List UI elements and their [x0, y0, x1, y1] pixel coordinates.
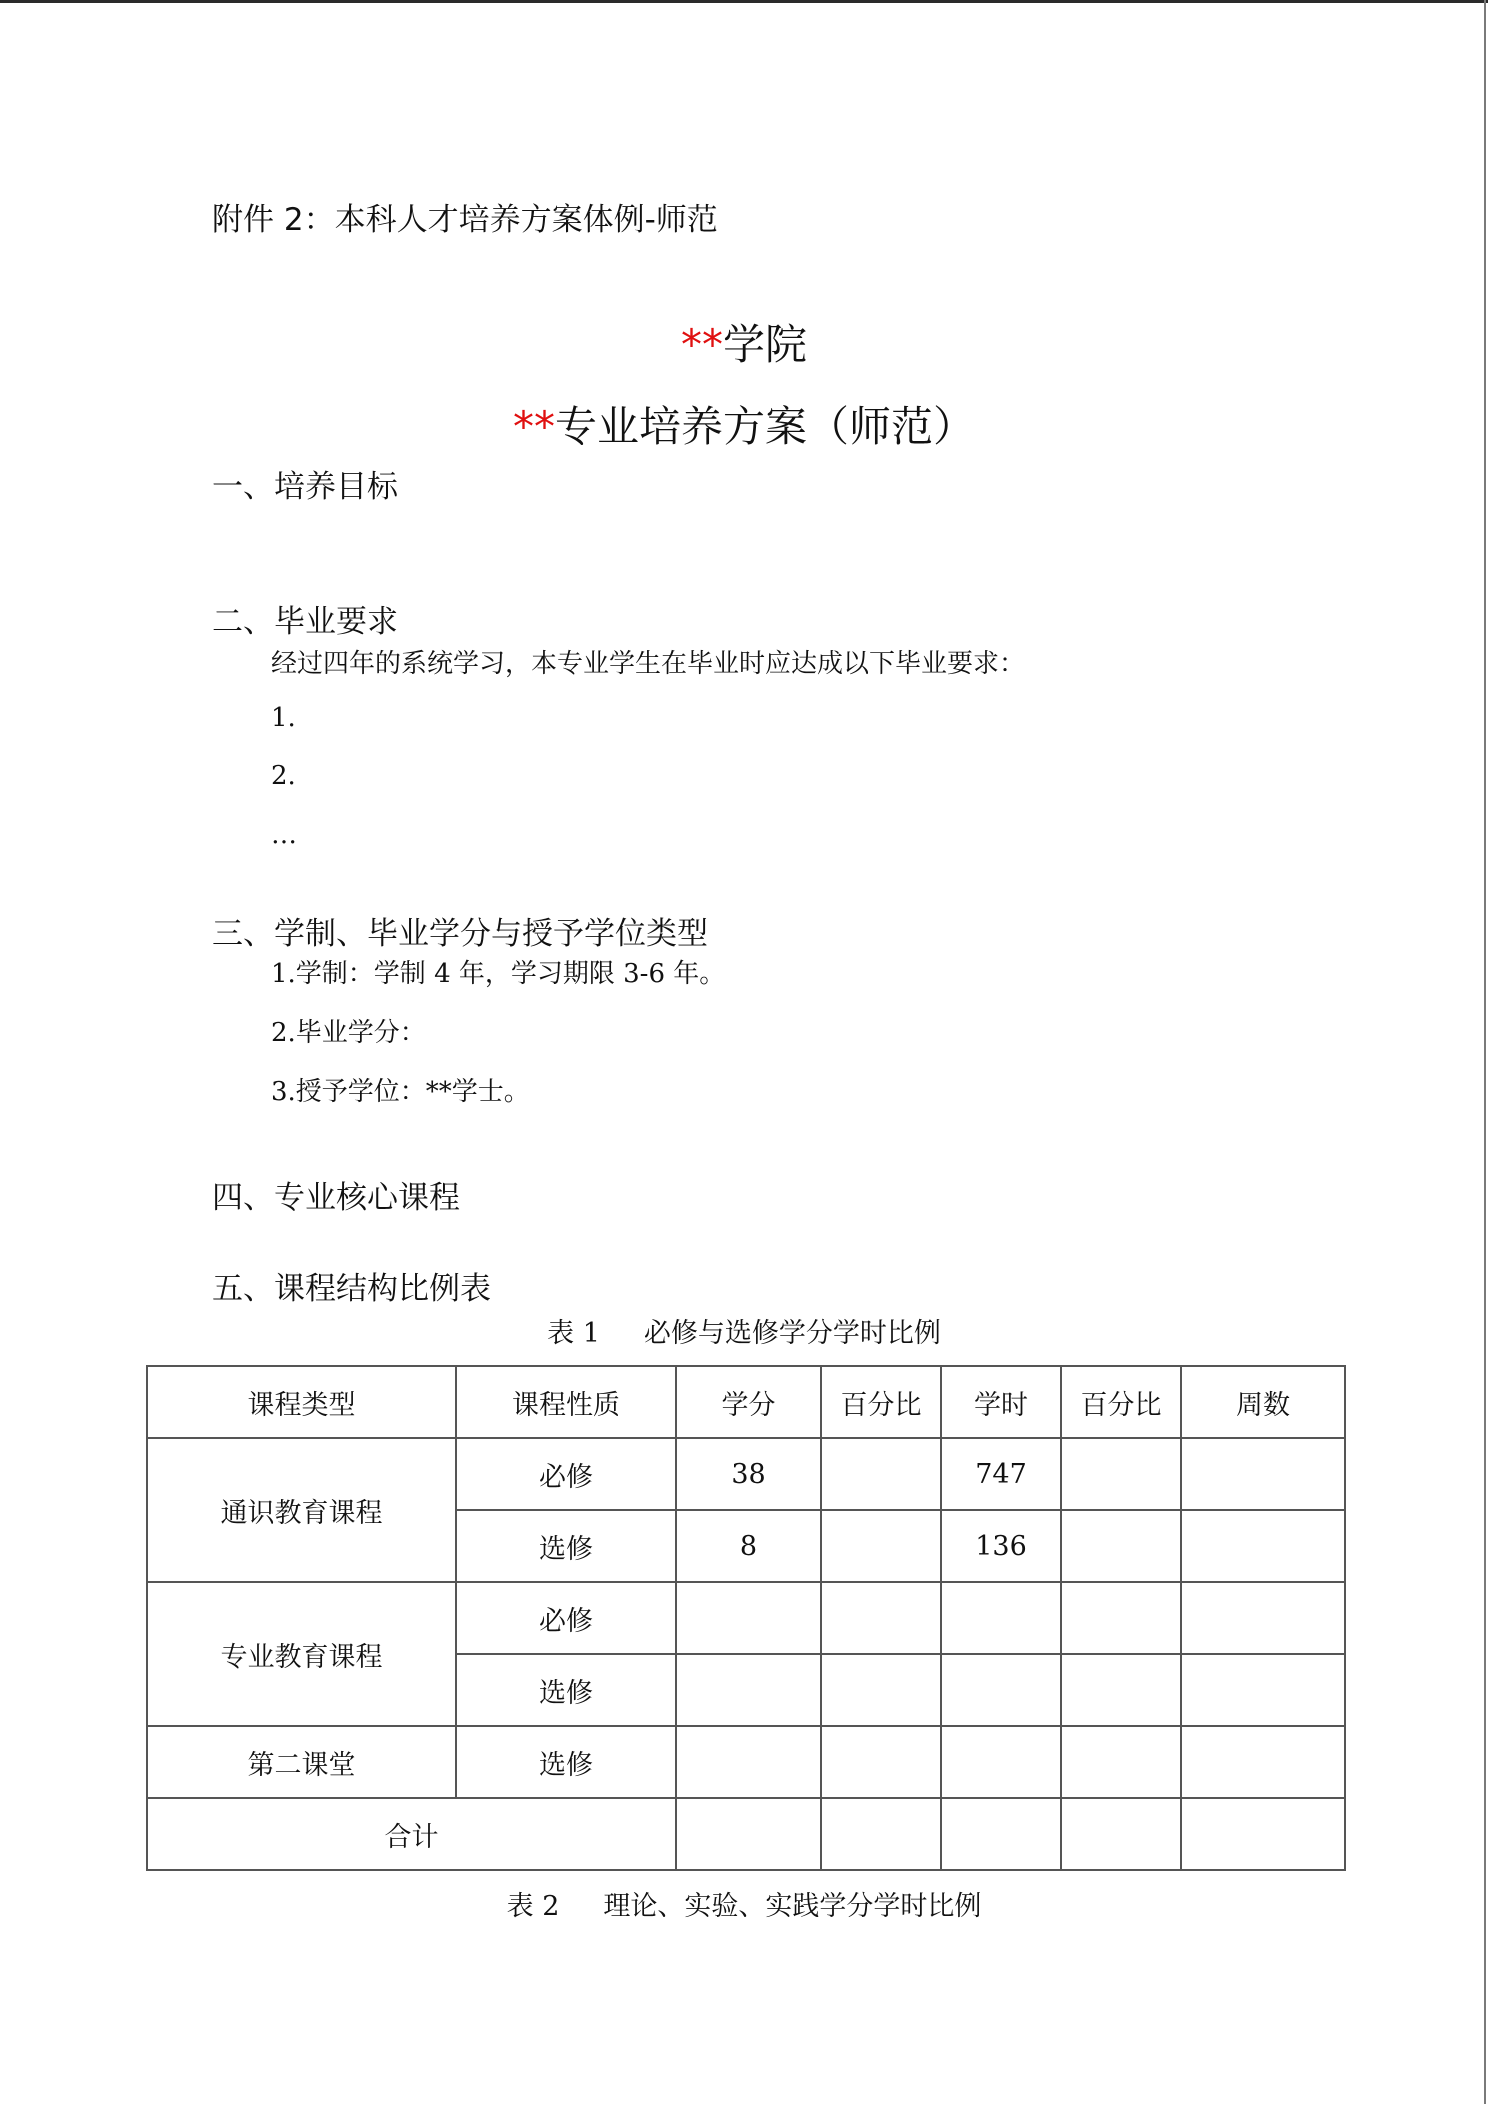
table-row [147, 1726, 1345, 1798]
course-type-cell: 专业教育课程 [147, 1582, 456, 1726]
college-placeholder-marker: ** [680, 320, 723, 369]
hour-percent-cell [1061, 1510, 1181, 1582]
attachment-title: 附件 2：本科人才培养方案体例-师范 [212, 202, 718, 238]
total-weeks-cell [1181, 1798, 1345, 1870]
college-name: 学院 [722, 320, 807, 369]
hours-cell: 747 [941, 1438, 1061, 1510]
hours-cell [941, 1654, 1061, 1726]
course-nature-cell: 必修 [456, 1582, 676, 1654]
table2-caption [0, 1884, 1488, 1923]
table1-caption-text: 必修与选修学分学时比例 [643, 1318, 941, 1349]
credit-percent-cell [821, 1582, 941, 1654]
hours-cell [941, 1582, 1061, 1654]
course-type-cell: 第二课堂 [147, 1726, 456, 1798]
table2-caption-text: 理论、实验、实践学分学时比例 [603, 1891, 982, 1922]
credit-hour-ratio-table [146, 1365, 1346, 1871]
credits-cell [676, 1654, 821, 1726]
hours-cell: 136 [941, 1510, 1061, 1582]
requirement-item-ellipsis: … [271, 820, 297, 850]
hours-cell [941, 1726, 1061, 1798]
page-top-border [0, 0, 1488, 3]
hour-percent-cell [1061, 1654, 1181, 1726]
weeks-cell [1181, 1510, 1345, 1582]
header-credit-percent: 百分比 [821, 1366, 941, 1438]
hour-percent-cell [1061, 1438, 1181, 1510]
college-title [0, 312, 1488, 372]
document-title [0, 394, 1488, 454]
course-nature-cell: 选修 [456, 1510, 676, 1582]
table2-caption-label: 表 2 [506, 1891, 560, 1922]
total-hour-percent-cell [1061, 1798, 1181, 1870]
table1-caption [0, 1311, 1488, 1350]
hour-percent-cell [1061, 1582, 1181, 1654]
requirement-item: 1. [271, 703, 296, 733]
section-heading-objectives: 一、培养目标 [212, 469, 398, 505]
section-heading-schooling-credits-degree: 三、学制、毕业学分与授予学位类型 [212, 916, 708, 952]
credit-percent-cell [821, 1510, 941, 1582]
table1-caption-label: 表 1 [547, 1318, 600, 1349]
course-nature-cell: 选修 [456, 1654, 676, 1726]
credits-cell [676, 1726, 821, 1798]
section-heading-core-courses: 四、专业核心课程 [212, 1180, 460, 1216]
credits-cell [676, 1582, 821, 1654]
document-title-text: 专业培养方案（师范） [554, 402, 975, 451]
weeks-cell [1181, 1654, 1345, 1726]
section-heading-course-structure: 五、课程结构比例表 [212, 1271, 491, 1307]
table-row [147, 1582, 1345, 1654]
header-credits: 学分 [676, 1366, 821, 1438]
degree-item: 3.授予学位：**学士。 [271, 1077, 530, 1107]
hour-percent-cell [1061, 1726, 1181, 1798]
total-label-cell: 合计 [147, 1798, 676, 1870]
header-hour-percent: 百分比 [1061, 1366, 1181, 1438]
requirement-item: 2. [271, 761, 296, 791]
total-hours-cell [941, 1798, 1061, 1870]
course-nature-cell: 选修 [456, 1726, 676, 1798]
credits-cell: 8 [676, 1510, 821, 1582]
major-placeholder-marker: ** [512, 402, 555, 451]
weeks-cell [1181, 1582, 1345, 1654]
credits-cell: 38 [676, 1438, 821, 1510]
header-weeks: 周数 [1181, 1366, 1345, 1438]
weeks-cell [1181, 1438, 1345, 1510]
total-credit-percent-cell [821, 1798, 941, 1870]
header-hours: 学时 [941, 1366, 1061, 1438]
credit-percent-cell [821, 1654, 941, 1726]
table-row [147, 1438, 1345, 1510]
credit-percent-cell [821, 1438, 941, 1510]
schooling-length-item: 1.学制：学制 4 年，学习期限 3-6 年。 [271, 959, 726, 989]
credit-percent-cell [821, 1726, 941, 1798]
weeks-cell [1181, 1726, 1345, 1798]
table-header-row [147, 1366, 1345, 1438]
header-course-type: 课程类型 [147, 1366, 456, 1438]
graduation-credits-item: 2.毕业学分： [271, 1018, 426, 1048]
course-type-cell: 通识教育课程 [147, 1438, 456, 1582]
requirements-intro: 经过四年的系统学习，本专业学生在毕业时应达成以下毕业要求： [271, 649, 1026, 679]
section-heading-graduation-requirements: 二、毕业要求 [212, 604, 398, 640]
table-total-row [147, 1798, 1345, 1870]
total-credits-cell [676, 1798, 821, 1870]
course-nature-cell: 必修 [456, 1438, 676, 1510]
header-course-nature: 课程性质 [456, 1366, 676, 1438]
